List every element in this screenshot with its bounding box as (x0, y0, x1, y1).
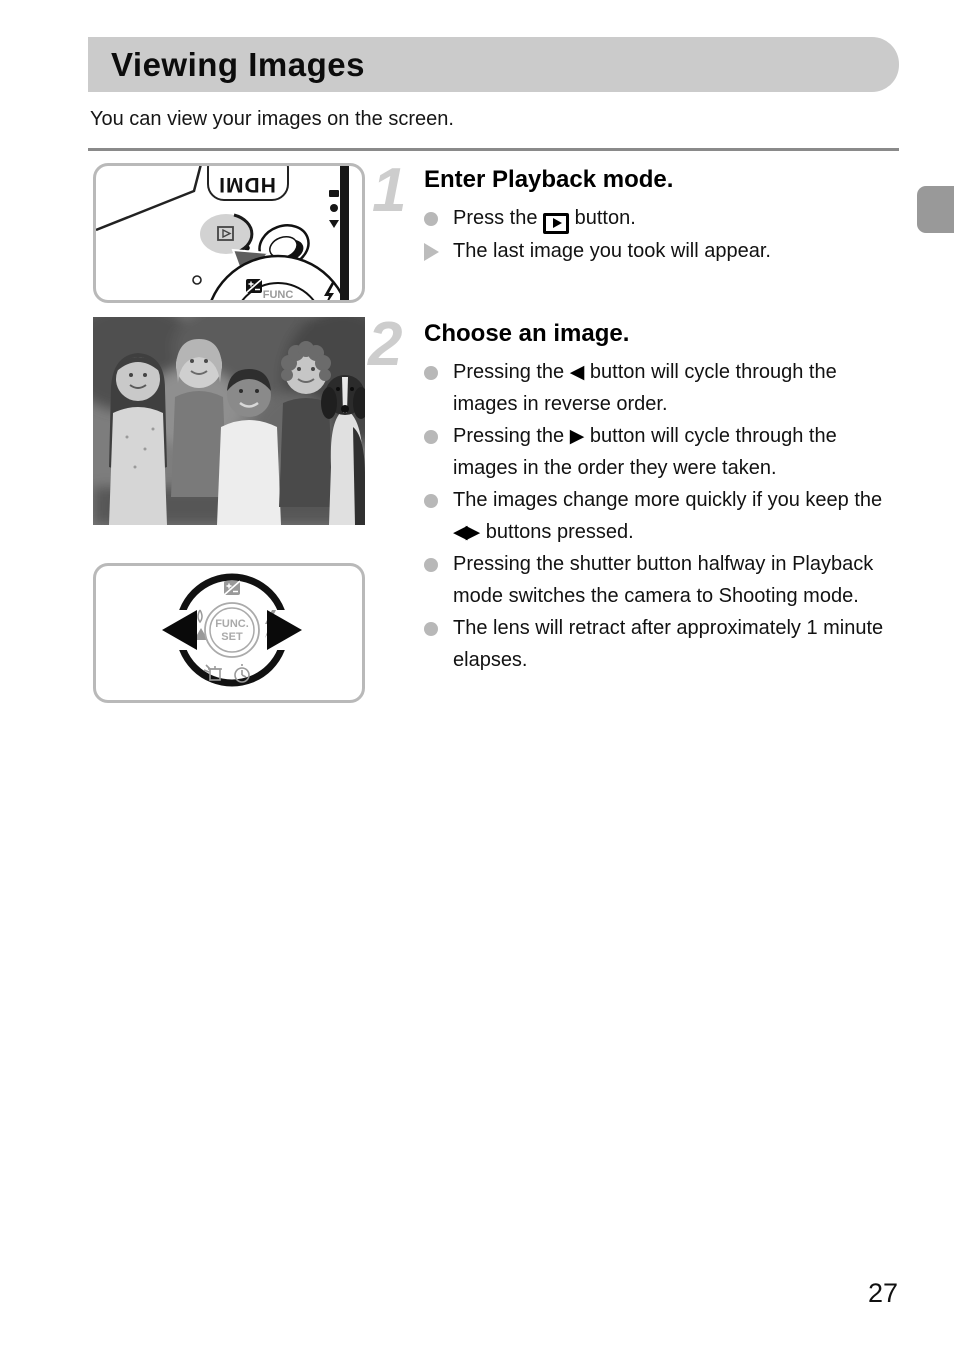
result-line (424, 236, 904, 268)
chapter-tab (917, 186, 954, 233)
bullet-icon (424, 357, 453, 380)
step-2-number: 2 (368, 310, 403, 379)
lcd-edge (96, 166, 201, 230)
bullet-icon (424, 613, 453, 636)
control-pad-illustration (96, 566, 362, 700)
rear-control-dial (206, 256, 350, 300)
bullet-icon (424, 203, 453, 226)
dial-partial-label: FUNC (262, 289, 294, 300)
playback-button (200, 214, 252, 254)
step-1-items (424, 203, 904, 268)
instruction-line (424, 613, 906, 676)
page-title: Viewing Images (111, 45, 365, 83)
bullet-icon (424, 549, 453, 572)
instruction-line (424, 485, 906, 548)
child-1 (109, 353, 167, 525)
sample-photo (93, 317, 365, 525)
intro-text: You can view your images on the screen. (90, 108, 454, 130)
item-text: The last image you took will appear. (453, 239, 771, 262)
exposure-comp-icon (224, 581, 240, 595)
instruction-line (424, 549, 906, 612)
bullet-icon (424, 485, 453, 508)
playback-triangle-glyph (553, 218, 562, 228)
item-text: The images change more quickly if you keep the ◀▶ buttons pressed. (453, 489, 883, 543)
step-1-number: 1 (372, 156, 407, 225)
divider-rule (88, 148, 899, 151)
instruction-line (424, 421, 906, 484)
camera-back-illustration (96, 166, 362, 300)
child-4 (279, 341, 333, 507)
control-pad-figure (93, 563, 365, 703)
camera-back-figure (93, 163, 365, 303)
item-text: Pressing the ▶ button will cycle through the images in the order they were taken. (453, 425, 837, 479)
playback-button-icon (543, 213, 569, 234)
item-text: Pressing the ◀ button will cycle through the images in reverse order. (453, 361, 837, 415)
page-number: 27 (867, 1278, 898, 1308)
instruction-line (424, 203, 904, 235)
child-2 (171, 339, 227, 497)
result-arrow-icon (424, 236, 453, 261)
hdmi-port-label: HDMI (218, 173, 276, 196)
set-label: SET (221, 631, 243, 643)
mode-switch-icons (329, 190, 339, 228)
instruction-line (424, 357, 906, 420)
control-pad (162, 577, 302, 683)
step-2-items (424, 357, 906, 677)
item-text: The lens will retract after approximately 1 minute elapses. (453, 617, 884, 671)
bullet-icon (424, 421, 453, 444)
sample-photo-illustration (93, 317, 365, 525)
left-arrow-icon: ◀ (569, 361, 585, 383)
exposure-comp-icon (246, 279, 262, 293)
screw-hole (193, 276, 201, 284)
func-label: FUNC. (215, 618, 249, 630)
item-text: Press the button. (453, 203, 636, 235)
step-2-heading: Choose an image. (424, 320, 630, 347)
left-right-arrows-icon: ◀▶ (453, 520, 479, 543)
func-set-button (205, 603, 259, 657)
item-text: Pressing the shutter button halfway in Playback mode switches the camera to Shooting mode. (453, 553, 874, 607)
step-1-heading: Enter Playback mode. (424, 166, 674, 193)
camera-side-edge (340, 166, 349, 300)
right-arrow-icon: ▶ (569, 425, 585, 447)
section-title-bar (88, 37, 899, 92)
